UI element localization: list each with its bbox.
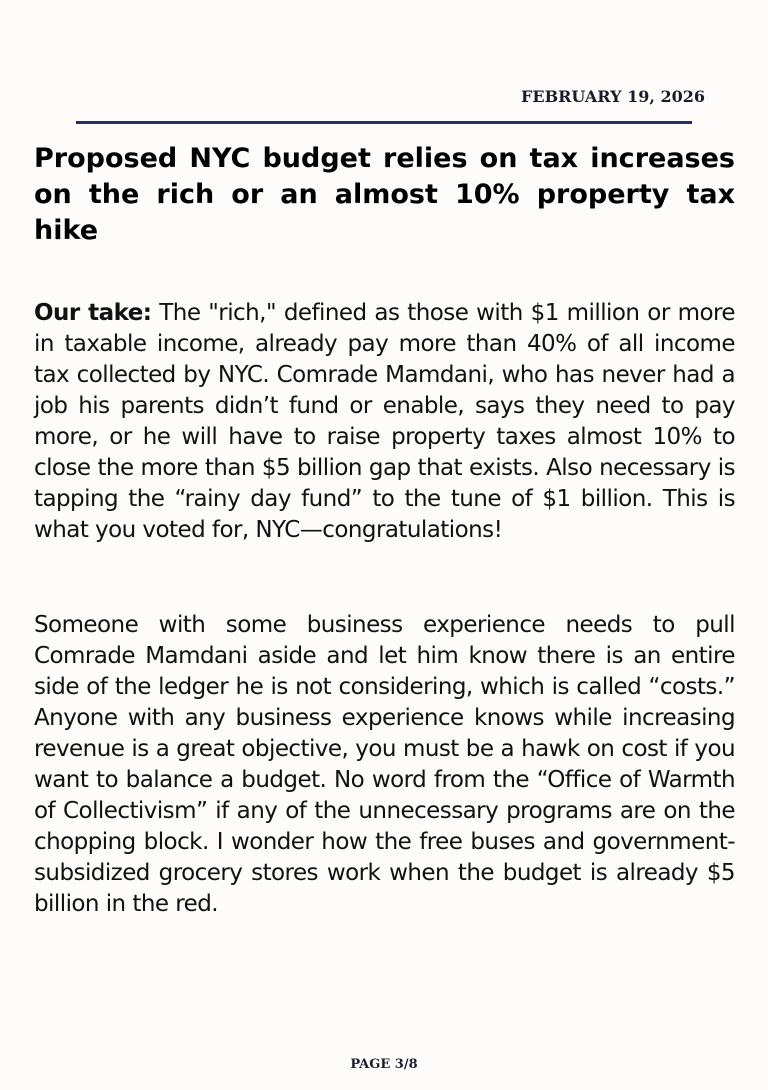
issue-date: FEBRUARY 19, 2026: [521, 87, 705, 106]
article-paragraph-1: [34, 298, 735, 546]
our-take-label: Our take:: [34, 300, 152, 326]
paragraph-1-text: The "rich," defined as those with $1 million or more in taxable income, already pay more than 40% of all income tax collected by NYC. Comrade Mamdani, who has never had a job his parents didn’t fund or enable, says they need to pay more, or he will have to raise property taxes almost 10% to close the more than $5 billion gap that exists. Also necessary is tapping the “rainy day fund” to the tune of $1 billion. This is what you voted for, NYC—congratulations!: [34, 300, 735, 543]
page-number: PAGE 3/8: [350, 1057, 418, 1072]
article-paragraph-2: Someone with some business experience needs to pull Comrade Mamdani aside and let him know there is an entire side of the ledger he is not considering, which is called “costs.” Anyone with any business experience knows while increasing revenue is a great objective, you must be a hawk on cost if you want to balance a budget. No word from the “Office of Warmth of Collectivism” if any of the unnecessary programs are on the chopping block. I wonder how the free buses and government-subsidized grocery stores work when the budget is already $5 billion in the red.: [34, 612, 735, 917]
article-headline: Proposed NYC budget relies on tax increases on the rich or an almost 10% property tax hike: [34, 143, 735, 246]
header-divider: [76, 121, 692, 124]
